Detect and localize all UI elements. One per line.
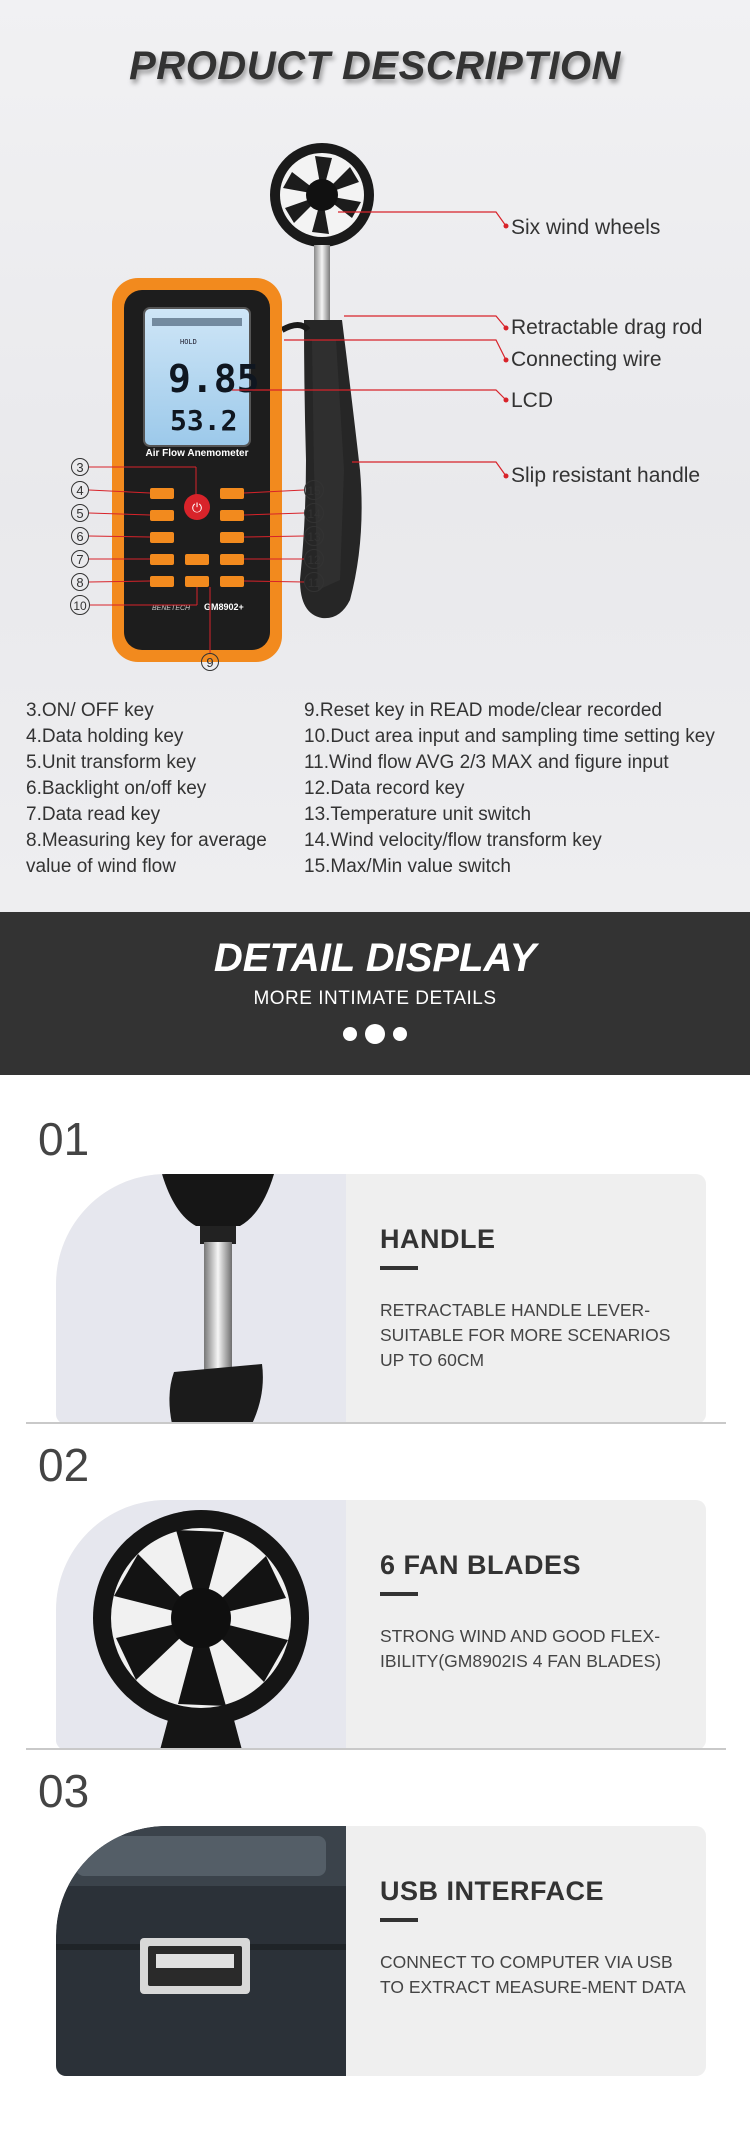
callout-drag-rod: Retractable drag rod [511, 316, 703, 339]
callout-handle: Slip resistant handle [511, 464, 701, 487]
svg-text:4: 4 [76, 483, 84, 498]
callout-lcd: LCD [511, 389, 554, 412]
key-desc-7: 7.Data read key [26, 804, 161, 825]
svg-text:7: 7 [76, 552, 84, 567]
feature-number: 03 [38, 1765, 90, 1817]
product-description-section [0, 0, 750, 912]
key-desc-12: 12.Data record key [304, 778, 465, 799]
svg-text:6: 6 [76, 529, 84, 544]
callout-wind-wheels: Six wind wheels [511, 216, 661, 239]
svg-text:5: 5 [76, 506, 84, 521]
feature-heading: HANDLE [380, 1224, 496, 1254]
svg-text:BENETECH: BENETECH [152, 605, 191, 612]
drag-rod [314, 245, 330, 325]
section-divider [26, 1748, 726, 1750]
dot-indicator [393, 1027, 407, 1041]
svg-text:13: 13 [307, 530, 321, 544]
key-desc-13: 13.Temperature unit switch [304, 804, 532, 825]
wind-wheel [270, 143, 374, 247]
key-desc-5: 5.Unit transform key [26, 752, 196, 773]
feature-text: CONNECT TO COMPUTER VIA USB TO EXTRACT MEASURE-MENT DATA [380, 1952, 686, 1997]
carousel-dots [0, 1024, 750, 1044]
detail-display-subtitle: MORE INTIMATE DETAILS [253, 988, 497, 1009]
feature-number: 01 [38, 1113, 90, 1165]
feature-card [56, 1174, 706, 1424]
usb-port-image [56, 1826, 346, 2076]
key-desc-3: 3.ON/ OFF key [26, 700, 154, 721]
heading-underline [380, 1266, 418, 1270]
svg-text:9: 9 [206, 655, 214, 670]
svg-text:9.85: 9.85 [168, 357, 260, 401]
product-description-title: PRODUCT DESCRIPTION [129, 44, 621, 88]
svg-text:3: 3 [76, 460, 84, 475]
feature-card [56, 1500, 706, 1750]
svg-text:14: 14 [307, 507, 321, 521]
heading-underline [380, 1592, 418, 1596]
key-desc-11: 11.Wind flow AVG 2/3 MAX and figure input [304, 752, 669, 773]
feature-card [56, 1826, 706, 2076]
connecting-wire [282, 325, 308, 330]
feature-number: 02 [38, 1439, 90, 1491]
svg-text:53.2: 53.2 [170, 404, 238, 437]
key-list-right [304, 698, 744, 880]
detail-display-banner [0, 912, 750, 1075]
section-divider [26, 1422, 726, 1424]
key-desc-4: 4.Data holding key [26, 726, 184, 747]
svg-text:8: 8 [76, 575, 84, 590]
callout-connecting-wire: Connecting wire [511, 348, 662, 371]
dot-indicator [343, 1027, 357, 1041]
feature-usb-interface [0, 1764, 750, 2034]
svg-text:HOLD: HOLD [180, 338, 197, 346]
heading-underline [380, 1918, 418, 1922]
fan-blades-image [56, 1500, 346, 1750]
feature-heading: 6 FAN BLADES [380, 1550, 582, 1580]
key-desc-9: 9.Reset key in READ mode/clear recorded [304, 700, 662, 721]
feature-heading: USB INTERFACE [380, 1876, 605, 1906]
feature-text: RETRACTABLE HANDLE LEVER-SUITABLE FOR MORE SCENARIOS UP TO 60CM [380, 1300, 671, 1370]
svg-text:12: 12 [307, 553, 321, 567]
dot-indicator-active [365, 1024, 385, 1044]
feature-fan-blades [0, 1438, 750, 1708]
feature-handle [0, 1112, 750, 1382]
feature-text: STRONG WIND AND GOOD FLEX-IBILITY(GM8902IS 4 FAN BLADES) [380, 1626, 662, 1671]
svg-text:11: 11 [307, 576, 321, 590]
key-desc-8: 8.Measuring key for average value of wind flow [26, 830, 267, 877]
key-desc-10: 10.Duct area input and sampling time setting key [304, 726, 715, 747]
svg-text:GM8902+: GM8902+ [204, 602, 244, 612]
key-list-left [26, 698, 296, 880]
svg-text:10: 10 [73, 599, 87, 613]
svg-text:Air Flow Anemometer: Air Flow Anemometer [145, 448, 249, 459]
handle-image [56, 1174, 346, 1424]
detail-display-title: DETAIL DISPLAY [213, 936, 537, 980]
key-desc-6: 6.Backlight on/off key [26, 778, 207, 799]
svg-text:15: 15 [307, 484, 321, 498]
key-desc-15: 15.Max/Min value switch [304, 856, 511, 877]
svg-text:⏻: ⏻ [191, 500, 203, 515]
key-desc-14: 14.Wind velocity/flow transform key [304, 830, 602, 851]
